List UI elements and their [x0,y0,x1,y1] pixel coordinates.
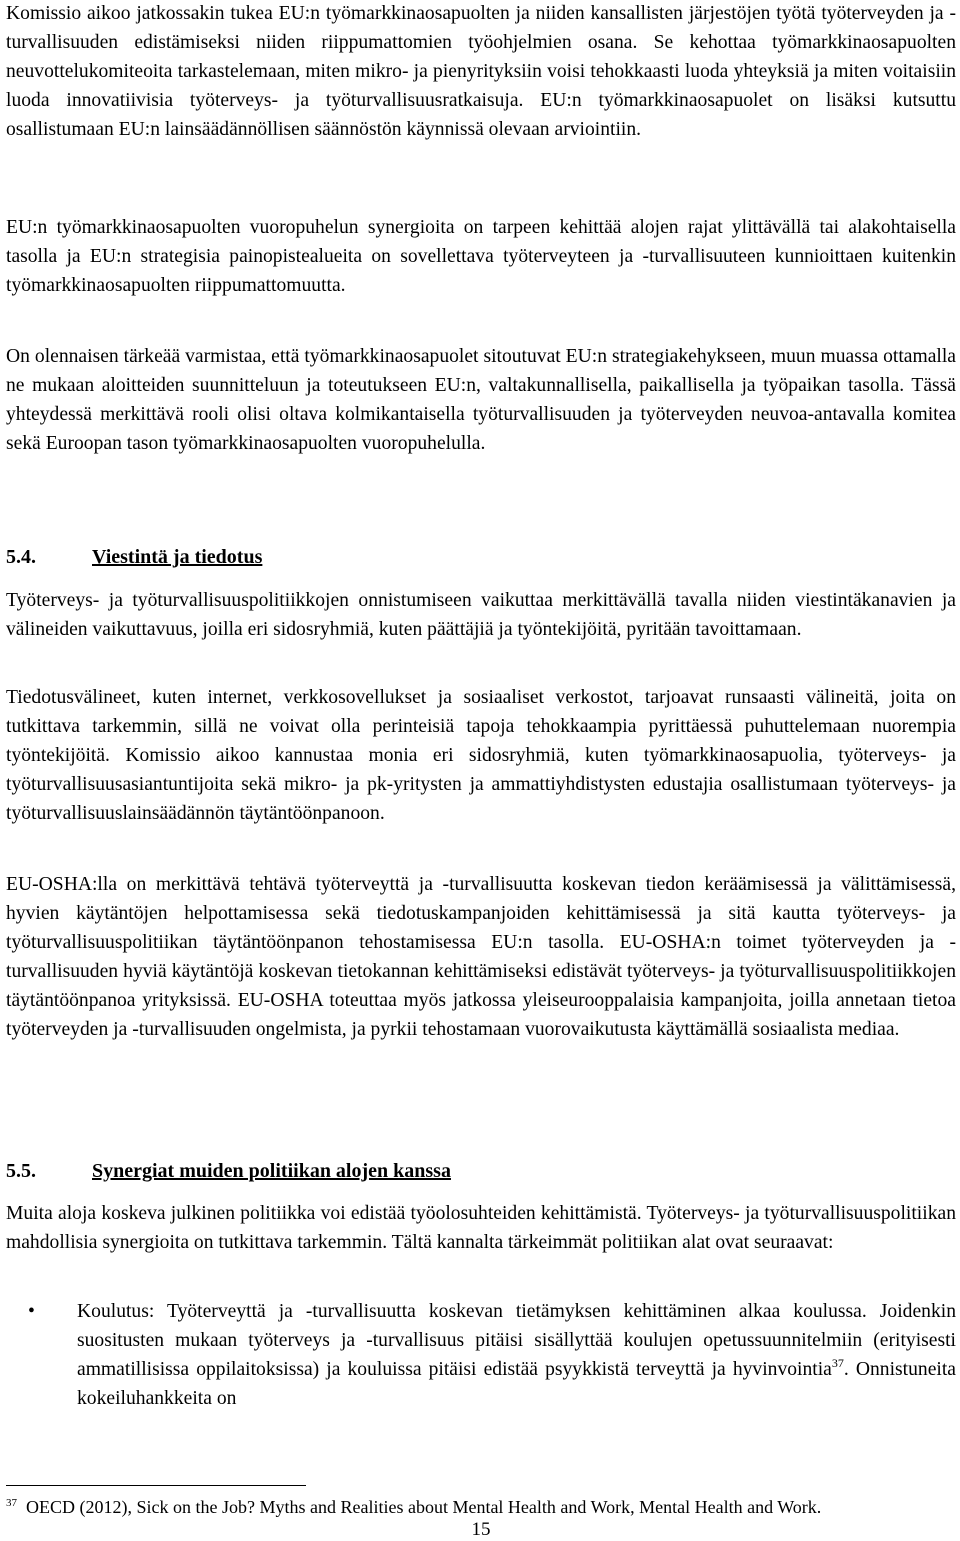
paragraph-social-partners-support: Komissio aikoo jatkossakin tukea EU:n työmarkkinaosapuolten ja niiden kansallisten järjestöjen työtä työterveyden ja -turvallisuuden edistämiseksi niiden riippumattomien työohjelmien osana. Se kehottaa työmarkkinaosapuolten neuvottelukomiteoita tarkastelemaan, miten mikro- ja pienyrityksiin voisi tehokkaasti luoda yhteyksiä ja miten voitaisiin luoda innovatiivisia työterveys- ja työturvallisuusratkaisuja. EU:n työmarkkinaosapuolet on lisäksi kutsuttu osallistumaan EU:n lainsäädännöllisen säännöstön käynnissä olevaan arviointiin. [6,3,956,140]
list-item-education [6,1298,956,1414]
paragraph-eu-osha-role: EU-OSHA:lla on merkittävä tehtävä työterveyttä ja -turvallisuutta koskevan tiedon keräämisessä ja välittämisessä, hyvien käytäntöjen helpottamisessa sekä tiedotuskampanjoiden kehittämisessä ja sitä kautta työterveys- ja työturvallisuuspolitiikan täytäntöönpanon tehostamisessa EU:n tasolla. EU-OSHA:n toimet työterveyden ja -turvallisuuden hyviä käytäntöjä koskevan tietokannan kehittämiseksi edistävät työterveys- ja työturvallisuuspolitiikkojen täytäntöönpanoa yrityksissä. EU-OSHA toteuttaa myös jatkossa yleiseurooppalaisia kampanjoita, joilla annetaan tietoa työterveyden ja -turvallisuuden ongelmista, ja pyrkii tehostamaan vuorovaikutusta käyttämällä sosiaalista mediaa. [6,874,956,1040]
list-item-text: Koulutus: Työterveyttä ja -turvallisuutta koskevan tietämyksen kehittäminen alkaa koulussa. Joidenkin suositusten mukaan työterveys ja -turvallisuus pitäisi sisällyttää koulujen opetussuunnitelmiin (erityisesti ammatillisissa oppilaitoksissa) ja kouluissa pitäisi edistää psyykkistä terveyttä ja hyvinvointia [77,1301,956,1380]
section-number: 5.4. [6,546,36,568]
bullet-icon: • [28,1301,35,1322]
paragraph-other-policy-areas: Muita aloja koskeva julkinen politiikka voi edistää työolosuhteiden kehittämistä. Työterveys- ja työturvallisuuspolitiikan mahdollisia synergioita on tutkittava tarkemmin. Tältä kannalta tärkeimmät politiikan alat ovat seuraavat: [6,1203,956,1253]
section-heading-5-4 [6,543,262,571]
footnote-number: 37 [6,1497,17,1509]
footnote-separator [6,1485,306,1486]
section-title: Synergiat muiden politiikan alojen kanssa [92,1160,451,1182]
paragraph-dialogue-synergies: EU:n työmarkkinaosapuolten vuoropuhelun synergioita on tarpeen kehittää alojen rajat ylittävällä tai alakohtaisella tasolla ja EU:n strategisia painopistealueita on sovellettava työterveyteen ja -turvallisuuteen kunnioittaen kuitenkin työmarkkinaosapuolten riippumattomuutta. [6,217,956,296]
page-number: 15 [471,1519,491,1540]
list-item-text-continued: . Onnistuneita kokeiluhankkeita on [77,1358,956,1409]
paragraph-media-tools: Tiedotusvälineet, kuten internet, verkkosovellukset ja sosiaaliset verkostot, tarjoavat runsaasti välineitä, joita on tutkittava tarkemmin, sillä ne voivat olla perinteisiä tapoja tehokkaampia pyrittäessä puhuttelemaan nuorempia työntekijöitä. Komissio aikoo kannustaa monia eri sidosryhmiä, kuten työmarkkinaosapuolia, työterveys- ja työturvallisuusasiantuntijoita sekä mikro- ja pk-yritysten ja ammattiyhdistysten edustajia osallistumaan työterveys- ja työturvallisuuslainsäädännön täytäntöönpanoon. [6,687,956,824]
paragraph-communication-channels: Työterveys- ja työturvallisuuspolitiikkojen onnistumiseen vaikuttaa merkittävällä tavalla niiden viestintäkanavien ja välineiden vaikuttavuus, joilla eri sidosryhmiä, kuten päättäjiä ja työntekijöitä, pyritään tavoittamaan. [6,590,956,640]
section-heading-5-5 [6,1157,451,1185]
footnote-reference-link[interactable]: 37 [831,1355,844,1370]
paragraph-strategic-framework-commitment: On olennaisen tärkeää varmistaa, että työmarkkinaosapuolet sitoutuvat EU:n strategiakehykseen, muun muassa ottamalla ne mukaan aloitteiden suunnitteluun ja toteutukseen EU:n, valtakunnallisella, paikallisella ja työpaikan tasolla. Tässä yhteydessä merkittävä rooli olisi oltava kolmikantaisella työturvallisuuden ja työterveyden neuvoa-antavalla komitea sekä Euroopan tason työmarkkinaosapuolten vuoropuhelulla. [6,346,956,454]
footnote-text: OECD (2012), Sick on the Job? Myths and Realities about Mental Health and Work, Mental Health and Work. [26,1497,822,1517]
footnote-37 [6,1496,821,1518]
section-number: 5.5. [6,1160,36,1182]
policy-areas-list [6,1298,956,1414]
section-title: Viestintä ja tiedotus [92,546,263,568]
